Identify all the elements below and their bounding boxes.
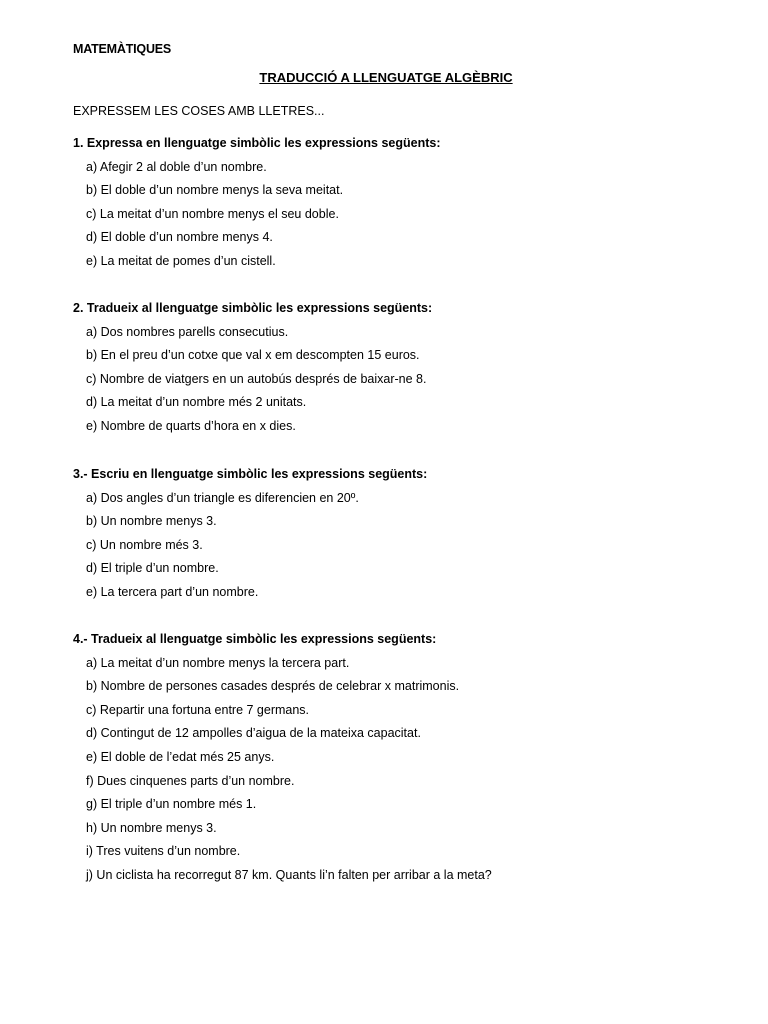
document-title xyxy=(0,69,768,87)
section-heading: 4.- Tradueix al llenguatge simbòlic les expressions següents: xyxy=(73,632,437,646)
list-item: c) Repartir una fortuna entre 7 germans. xyxy=(86,702,310,717)
section-heading: 1. Expressa en llenguatge simbòlic les expressions següents: xyxy=(73,136,441,150)
list-item: g) El triple d’un nombre més 1. xyxy=(86,797,257,812)
list-item: e) El doble de l’edat més 25 anys. xyxy=(86,749,275,764)
list-item: d) El doble d’un nombre menys 4. xyxy=(86,230,273,245)
subject-label: MATEMÀTIQUES xyxy=(73,42,172,56)
list-item: b) En el preu d’un cotxe que val x em descompten 15 euros. xyxy=(86,348,420,363)
exercise-section-1 xyxy=(73,135,753,277)
item-list xyxy=(73,159,753,277)
list-item: d) La meitat d’un nombre més 2 unitats. xyxy=(86,395,307,410)
list-item: e) La tercera part d’un nombre. xyxy=(86,584,259,599)
list-item: d) Contingut de 12 ampolles d’aigua de la mateixa capacitat. xyxy=(86,726,421,741)
list-item: a) Dos nombres parells consecutius. xyxy=(86,324,289,339)
list-item: j) Un ciclista ha recorregut 87 km. Quants li’n falten per arribar a la meta? xyxy=(86,867,492,882)
list-item: b) Un nombre menys 3. xyxy=(86,514,217,529)
list-item: c) La meitat d’un nombre menys el seu doble. xyxy=(86,206,339,221)
item-list xyxy=(73,490,753,608)
list-item: d) El triple d’un nombre. xyxy=(86,561,219,576)
list-item: f) Dues cinquenes parts d’un nombre. xyxy=(86,773,295,788)
document-title-text: TRADUCCIÓ A LLENGUATGE ALGÈBRIC xyxy=(259,70,513,85)
exercise-section-3 xyxy=(73,466,753,608)
item-list xyxy=(73,324,753,442)
list-item: e) La meitat de pomes d’un cistell. xyxy=(86,253,276,268)
exercise-section-4 xyxy=(73,631,753,891)
intro-text: EXPRESSEM LES COSES AMB LLETRES... xyxy=(73,104,325,118)
list-item: h) Un nombre menys 3. xyxy=(86,820,217,835)
list-item: b) El doble d’un nombre menys la seva meitat. xyxy=(86,183,344,198)
list-item: c) Un nombre més 3. xyxy=(86,537,203,552)
item-list xyxy=(73,655,753,891)
list-item: c) Nombre de viatgers en un autobús després de baixar-ne 8. xyxy=(86,371,427,386)
section-heading: 3.- Escriu en llenguatge simbòlic les expressions següents: xyxy=(73,467,428,481)
list-item: e) Nombre de quarts d’hora en x dies. xyxy=(86,418,296,433)
list-item: a) Dos angles d’un triangle es diferencien en 20º. xyxy=(86,490,359,505)
list-item: i) Tres vuitens d’un nombre. xyxy=(86,844,241,859)
list-item: a) Afegir 2 al doble d’un nombre. xyxy=(86,159,267,174)
list-item: a) La meitat d’un nombre menys la tercera part. xyxy=(86,655,350,670)
section-heading: 2. Tradueix al llenguatge simbòlic les expressions següents: xyxy=(73,301,433,315)
list-item: b) Nombre de persones casades després de celebrar x matrimonis. xyxy=(86,679,460,694)
exercise-section-2 xyxy=(73,300,753,442)
